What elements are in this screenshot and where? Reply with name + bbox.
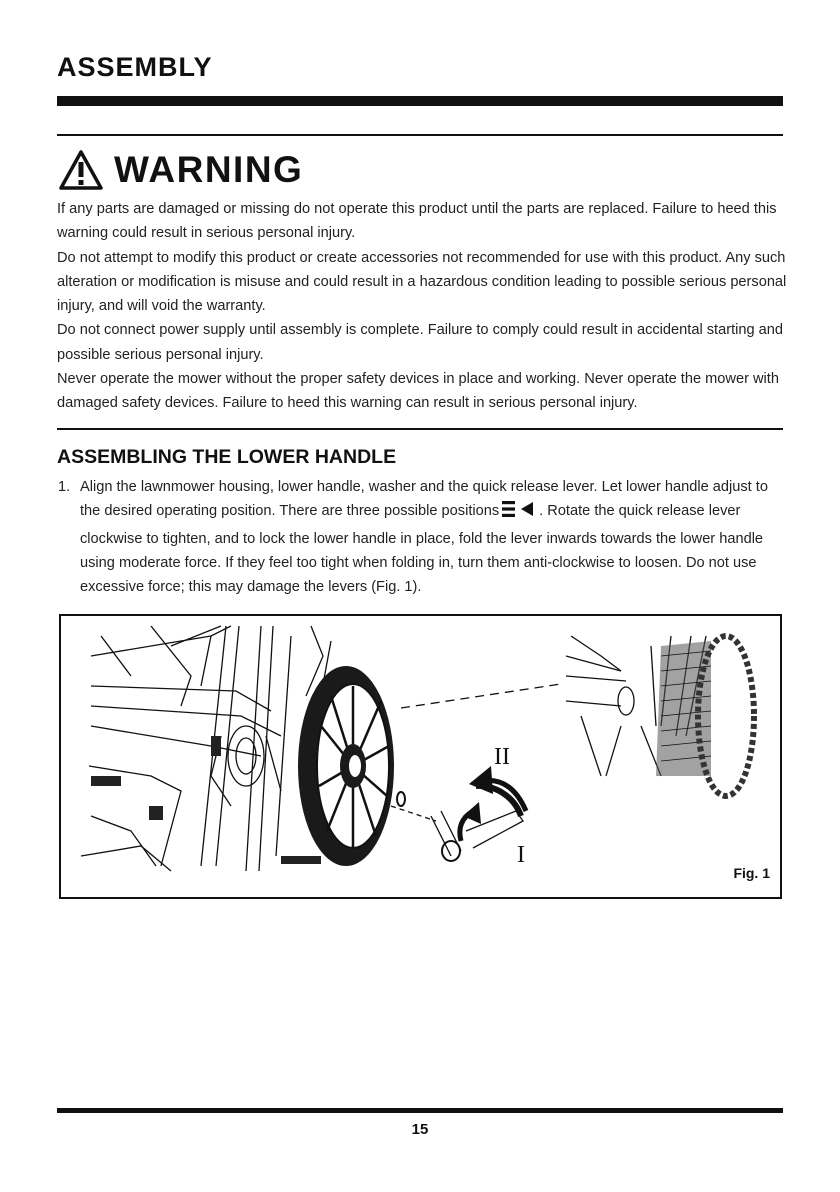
section-title: ASSEMBLY bbox=[57, 52, 213, 82]
warning-paragraph: If any parts are damaged or missing do not operate this product until the parts are replaced. Failure to heed this warning could result in serious personal injury. bbox=[57, 201, 777, 242]
warning-title: WARNING bbox=[114, 149, 304, 190]
warning-bottom-rule bbox=[57, 428, 783, 430]
step-text: . Rotate the quick release lever clockwise to tighten, and to lock the lower handle in place, fold the lever inwards towards the lower handle using moderate force. If they feel too tight when folding in, turn them anti-clockwise to loosen. Do not use excessive force; this may damage the levers (Fig. 1). bbox=[80, 503, 764, 596]
assembly-step bbox=[57, 475, 787, 599]
warning-body bbox=[57, 197, 787, 416]
position-label-ii: II bbox=[494, 744, 510, 770]
warning-paragraph: Do not attempt to modify this product or create accessories not recommended for use with this product. Any such alteration or modification is misuse and could result in a hazardous condition leading to possible serious personal injury, and will void the warranty. bbox=[57, 249, 787, 315]
position-label-i: I bbox=[517, 842, 525, 868]
figure-label: Fig. 1 bbox=[733, 865, 770, 881]
warning-header bbox=[58, 148, 303, 192]
footer-bar bbox=[57, 1108, 783, 1113]
page-number: 15 bbox=[411, 1121, 429, 1138]
figure-1 bbox=[59, 614, 782, 899]
title-bar bbox=[57, 96, 783, 106]
warning-triangle-icon bbox=[58, 149, 104, 191]
step-number: 1. bbox=[58, 479, 71, 495]
subsection-title: ASSEMBLING THE LOWER HANDLE bbox=[57, 446, 397, 468]
step-text: Align the lawnmower housing, lower handle, washer and the quick release lever. Let lower handle adjust to the desired operating position. There are three possible positions bbox=[80, 479, 768, 520]
warning-paragraph: Do not connect power supply until assembly is complete. Failure to comply could result in accidental starting and possible serious personal injury. bbox=[57, 322, 783, 363]
warning-paragraph: Never operate the mower without the proper safety devices in place and working. Never operate the mower with damaged safety devices. Failure to heed this warning can result in serious personal injury. bbox=[57, 371, 779, 412]
three-positions-icon bbox=[502, 500, 536, 526]
warning-top-rule bbox=[57, 134, 783, 136]
lower-handle-illustration bbox=[61, 616, 780, 897]
